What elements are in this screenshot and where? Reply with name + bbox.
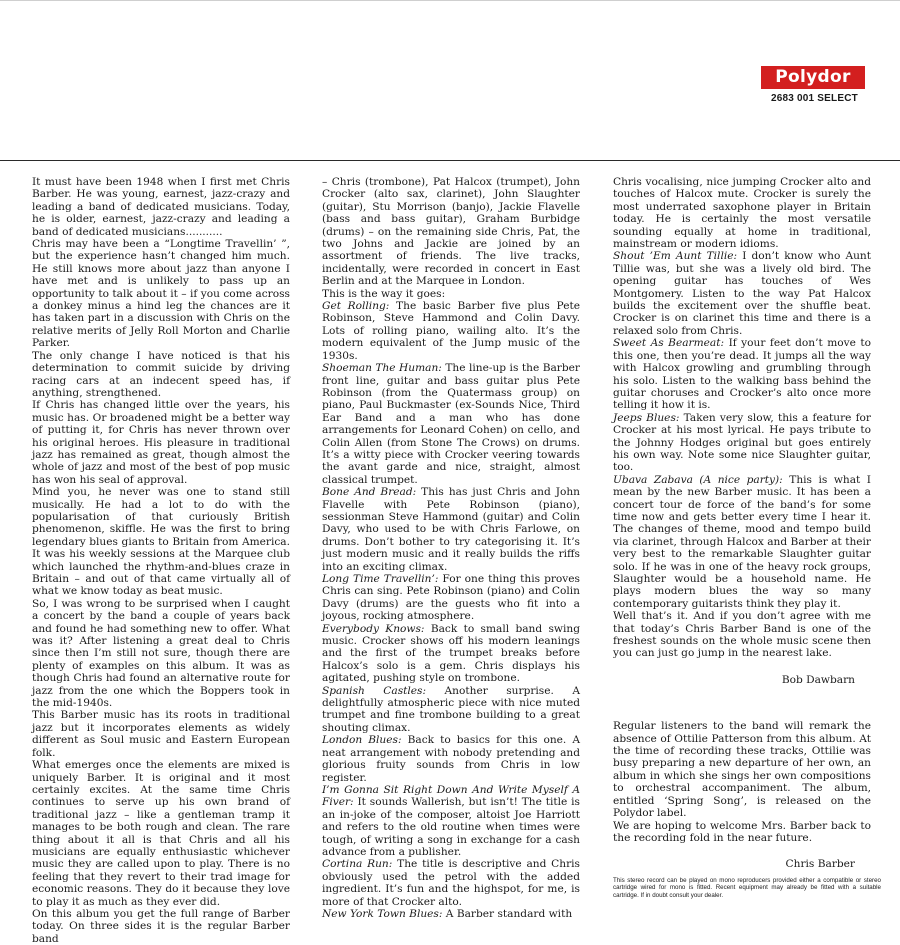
track-title: Sweet As Bearmeat: [613, 337, 725, 350]
column-2 [322, 176, 580, 920]
track-text: This is the way it goes: [322, 287, 446, 300]
paragraph: What emerges once the elements are mixed is uniquely Barber. It is original and it most certainly excites. At the same time Chris continues to serve up his own brand of traditional jazz – like a gentleman tramp it manages to be both rough and clean. The rare thing about it all is that Chris and all his musicians are equally enthusiastic whichever music they are called upon to play. There is no feeling that they revert to their trad image for economic reasons. They do it because they love to play it as much as they ever did. [32, 759, 290, 908]
column-1 [32, 176, 290, 945]
track-entry [613, 412, 871, 474]
column-3 [613, 176, 871, 871]
track-text: Well that’s it. And if you don’t agree with me that today’s Chris Barber Band is one of the freshest sounds on the whole music scene then you can just go jump in the nearest lake. [613, 610, 871, 660]
track-entry [322, 573, 580, 623]
track-title: Bone And Bread: [322, 486, 417, 499]
track-entry [322, 623, 580, 685]
track-entry [613, 250, 871, 337]
track-title: Everybody Knows: [322, 622, 425, 635]
paragraph: This Barber music has its roots in traditional jazz but it incorporates elements as widely different as Soul music and Eastern European folk. [32, 709, 290, 759]
paragraph: It must have been 1948 when I first met Chris Barber. He was young, earnest, jazz-crazy and leading a band of dedicated musicians. Today, he is older, earnest, jazz-crazy and leading a band of dedicated musicians........... [32, 176, 290, 238]
track-title: Spanish Castles: [322, 684, 427, 697]
track-text: If your feet don’t move to this one, then you’re dead. It jumps all the way with Halcox growling and grumbling through his solo. Listen to the walking bass behind the guitar choruses and Crocker’s alto once more telling it how it is. [613, 337, 871, 412]
track-title: Cortina Run: [322, 858, 393, 871]
track-title: Shout ’Em Aunt Tillie: [613, 250, 738, 263]
track-entry [613, 610, 871, 660]
track-text: Back to basics for this one. A neat arrangement with nobody pretending and glorious fruity sounds from Chris in low register. [322, 734, 580, 784]
track-title: Ubava Zabava (A nice party): [613, 473, 783, 486]
legal-notice: This stereo record can be played on mono reproducers provided either a compatible or stereo cartridge wired for mono is fitted. Recent equipment may already be fitted with a suitable cartridge. If in doubt consult your dealer. [613, 877, 881, 899]
track-entry [322, 300, 580, 362]
paragraph: If Chris has changed little over the years, his music has. Or broadened might be a better way of putting it, for Chris has never thrown over his original heroes. His pleasure in traditional jazz has remained as great, though almost the whole of jazz and most of the best of pop music has won his seal of approval. [32, 399, 290, 486]
track-text: The line-up is the Barber front line, guitar and bass guitar plus Pete Robinson (from the Quatermass group) on piano, Paul Buckmaster (ex-Sounds Nice, Third Ear Band and a man who has done arrangements for Leonard Cohen) on cello, and Colin Allen (from Stone The Crows) on drums. It’s a witty piece with Crocker veering towards the avant garde and nice, straight, almost classical trumpet. [322, 362, 580, 486]
track-entry [613, 474, 871, 610]
track-entry [322, 784, 580, 858]
note-paragraph: Regular listeners to the band will remark the absence of Ottilie Patterson from this album. At the time of recording these tracks, Ottilie was busy preparing a new departure of her own, an album in which she sings her own compositions to orchestral accompaniment. The album, entitled ‘Spring Song’, is released on the Polydor label. [613, 720, 871, 820]
track-entry [322, 858, 580, 908]
track-title: Get Rolling: [322, 300, 390, 313]
track-text: I don’t know who Aunt Tillie was, but she was a lively old bird. The opening guitar has touches of Wes Montgomery. Listen to the way Pat Halcox builds the excitement over the shuffle beat. Crocker is on clarinet this time and there is a relaxed solo from Chris. [613, 250, 871, 337]
track-text: Taken very slow, this a feature for Crocker at his most lyrical. He pays tribute to the Johnny Hodges original but goes entirely his own way. Note some nice Slaughter guitar, too. [613, 411, 871, 474]
track-entry [322, 176, 580, 288]
track-entry [613, 337, 871, 411]
spacer [613, 686, 871, 720]
track-text: Back to small band swing music. Crocker shows off his modern leanings and the first of the trumpet breaks before Halcox’s solo is a gem. Chris displays his agitated, pushing style on trombone. [322, 622, 580, 685]
track-text: Another surprise. A delightfully atmospheric piece with nice muted trumpet and fine trombone building to a great shouting climax. [322, 684, 580, 734]
track-text: A Barber standard with [442, 907, 573, 920]
track-title: Long Time Travellin’: [322, 573, 439, 585]
paragraph: Chris may have been a “Longtime Travellin’ ”, but the experience hasn’t changed him much. He still knows more about jazz than anyone I have met and is unlikely to pass up an opportunity to talk about it – if you come across a donkey minus a hind leg the chances are it has taken part in a discussion with Chris on the relative merits of Jelly Roll Morton and Charlie Parker. [32, 238, 290, 350]
signature-chris-barber: Chris Barber [785, 858, 855, 871]
track-text: This is what I mean by the new Barber music. It has been a concert tour de force of the band’s for some time now and gets better every time I hear it. The changes of theme, mood and tempo build via clarinet, through Halcox and Barber at their very best to the remarkable Slaughter guitar solo. If he was in one of the heavy rock groups, Slaughter would be a household name. He plays modern blues the way so many contemporary guitarists think they play it. [613, 473, 871, 610]
track-entry [322, 288, 580, 300]
track-text: The title is descriptive and Chris obviously used the petrol with the added ingredient. It’s fun and the highspot, for me, is more of that Crocker alto. [322, 858, 580, 908]
track-text: For one thing this proves Chris can sing. Pete Robinson (piano) and Colin Davy (drums) are the guests who fit into a joyous, rocking atmosphere. [322, 573, 580, 623]
track-entry [322, 685, 580, 735]
catalog-number: 2683 001 SELECT [771, 93, 858, 104]
track-entry [322, 362, 580, 486]
header-band [0, 0, 900, 161]
track-title: New York Town Blues: [322, 907, 443, 920]
polydor-logo: Polydor [761, 66, 865, 89]
paragraph: Mind you, he never was one to stand still musically. He had a lot to do with the popularisation of that curiously British phenomenon, skiffle. He was the first to bring legendary blues giants to Britain from America. It was his weekly sessions at the Marquee club which launched the rhythm-and-blues craze in Britain – and out of that came virtually all of what we know today as beat music. [32, 486, 290, 598]
paragraph: On this album you get the full range of Barber today. On three sides it is the regular Barber band [32, 907, 290, 945]
track-text: – Chris (trombone), Pat Halcox (trumpet), John Crocker (alto sax, clarinet), John Slaughter (guitar), Stu Morrison (banjo), Jackie Flavelle (bass and bass guitar), Graham Burbidge (drums) – on the remaining side Chris, Pat, the two Johns and Jackie are joined by an assortment of friends. The live tracks, incidentally, were recorded in concert in East Berlin and at the Marquee in London. [322, 176, 580, 288]
track-text: The basic Barber five plus Pete Robinson, Steve Hammond and Colin Davy. Lots of rolling piano, wailing alto. It’s the modern equivalent of the Jump music of the 1930s. [322, 300, 580, 362]
track-title: Shoeman The Human: [322, 362, 442, 375]
track-entry [322, 908, 580, 920]
track-entry [613, 176, 871, 250]
track-title: Jeeps Blues: [613, 411, 680, 424]
track-entry [322, 734, 580, 784]
paragraph: The only change I have noticed is that his determination to commit suicide by driving racing cars at an indecent speed has, if anything, strengthened. [32, 349, 290, 399]
note-paragraph: We are hoping to welcome Mrs. Barber back to the recording fold in the near future. [613, 819, 871, 844]
track-title: I’m Gonna Sit Right Down And Write Myself A Fiver: [322, 783, 580, 809]
track-text: Chris vocalising, nice jumping Crocker alto and touches of Halcox mute. Crocker is surely the most underrated saxophone player in Britain today. He is certainly the most versatile sounding equally at home in traditional, mainstream or modern idioms. [613, 176, 871, 251]
track-text: This has just Chris and John Flavelle with Pete Robinson (piano), sessionman Steve Hammond (guitar) and Colin Davy, who used to be with Chris Farlowe, on drums. Don’t bother to try categorising it. It’s just modern music and it really builds the riffs into an exciting climax. [322, 486, 580, 573]
track-entry [322, 486, 580, 573]
paragraph: So, I was wrong to be surprised when I caught a concert by the band a couple of years back and found he had something new to offer. What was it? After listening a great deal to Chris since then I’m still not sure, though there are plenty of examples on this album. It was as though Chris had found an alternative route for jazz from the one which the Boppers took in the mid-1940s. [32, 597, 290, 710]
track-text: It sounds Wallerish, but isn’t! The title is an in-joke of the composer, altoist Joe Harriott and refers to the old routine when times were tough, of writing a song in exchange for a cash advance from a publisher. [322, 796, 580, 858]
signature-bob-dawbarn: Bob Dawbarn [781, 673, 855, 686]
track-title: London Blues: [322, 734, 402, 747]
